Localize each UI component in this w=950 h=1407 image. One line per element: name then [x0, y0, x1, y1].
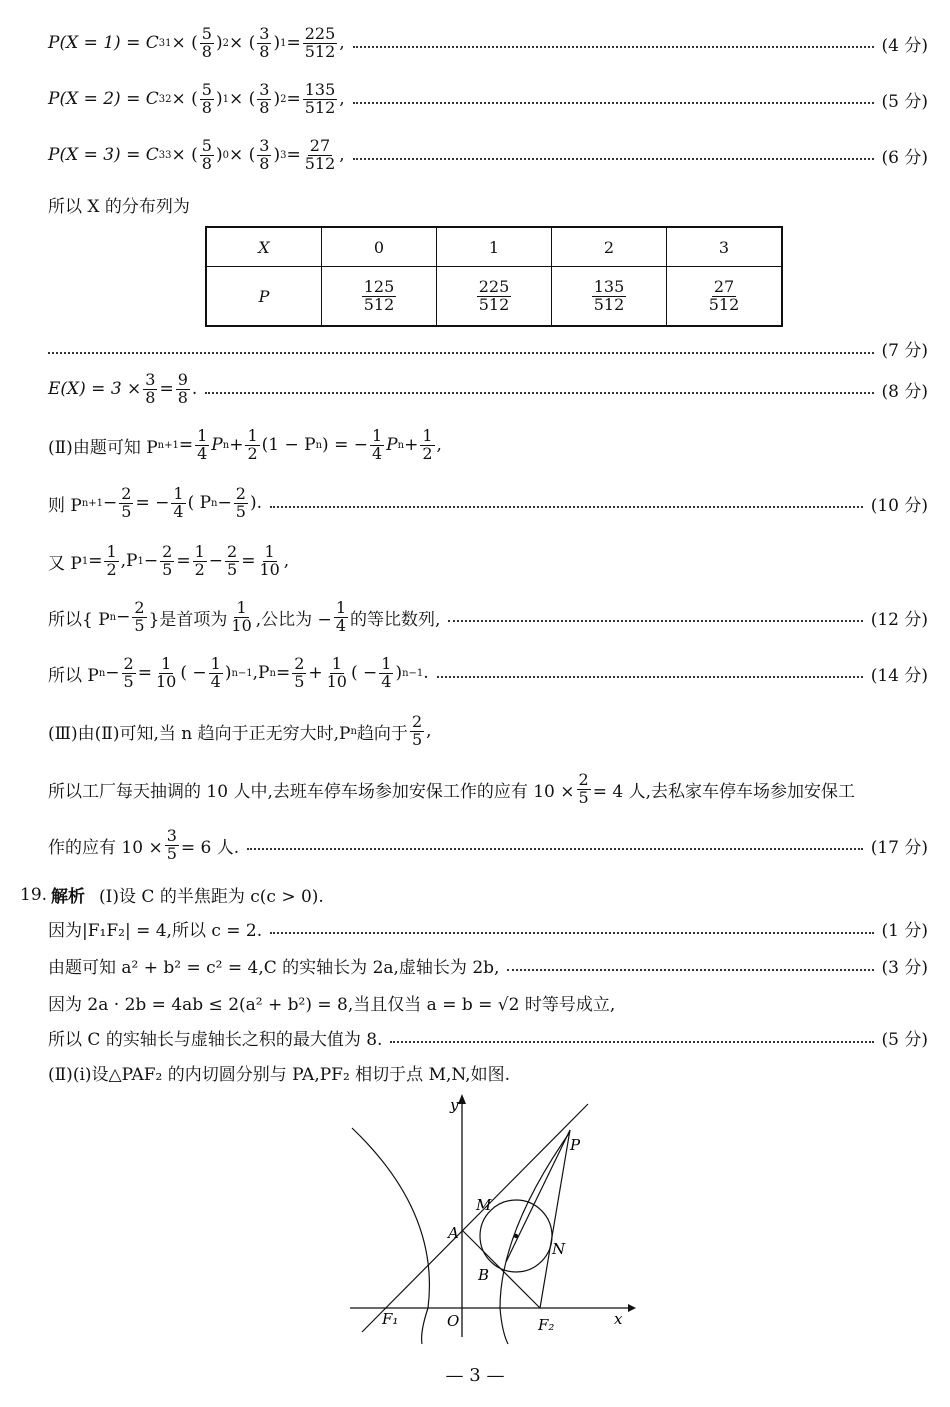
- op: +: [308, 663, 323, 684]
- sub: n: [269, 667, 276, 679]
- table-header-cell: [206, 227, 322, 267]
- den: 2: [422, 443, 433, 463]
- fraction: [362, 276, 397, 314]
- right-branch: [500, 1132, 570, 1344]
- punct: ).: [249, 493, 262, 514]
- den: 5: [411, 729, 423, 749]
- op: =: [286, 33, 301, 54]
- den: 4: [210, 671, 221, 691]
- hyperbola-figure: [340, 1092, 640, 1354]
- y-axis-arrow: [458, 1094, 466, 1104]
- sup: n−1: [402, 667, 424, 679]
- op: × (: [171, 89, 198, 110]
- punct: ,: [283, 551, 290, 572]
- sub: n+1: [81, 497, 104, 509]
- prob-line-2: P(X = 2) = C 3 2 × ( $\frac{5}{8}$ ) 1 × ( $\frac{3}{8}$ ) 2 = $\frac{135}{512}$ , (5 分): [48, 80, 928, 117]
- punct: ,: [339, 89, 345, 110]
- num: 9: [177, 370, 188, 389]
- expr: P: [386, 435, 398, 456]
- num: 3: [259, 24, 270, 43]
- den: 512: [304, 153, 336, 173]
- sub: n: [350, 725, 357, 737]
- score: (4 分): [881, 35, 928, 56]
- num: 3: [166, 826, 177, 845]
- op: =: [286, 89, 301, 110]
- sub: 1: [137, 555, 144, 567]
- label-F1: F₁: [382, 1310, 399, 1328]
- fraction: [577, 772, 591, 807]
- part2-transform: [48, 486, 928, 521]
- fraction: [160, 544, 174, 579]
- op: ( −: [180, 663, 207, 684]
- q19-line-b: [48, 953, 928, 978]
- den: 4: [197, 443, 208, 463]
- expr: (1 − P: [261, 435, 316, 456]
- sup: 3: [165, 149, 172, 161]
- sub: n: [109, 611, 117, 623]
- text: 由题可知 a² + b² = c² = 4,C 的实轴长为 2a,虚轴长为 2b,: [48, 958, 500, 978]
- sub: 3: [158, 149, 166, 161]
- den: 5: [162, 559, 173, 579]
- op: × (: [171, 33, 198, 54]
- sub: n: [397, 439, 405, 451]
- fraction: [104, 544, 118, 579]
- score: (5 分): [881, 91, 928, 112]
- fraction: [420, 428, 434, 463]
- sup: 2: [165, 93, 172, 105]
- num: 1: [331, 654, 342, 673]
- fraction: [200, 138, 214, 173]
- leader-dots: [390, 1041, 873, 1043]
- q19-line-d: [48, 1025, 928, 1050]
- num: 225: [304, 24, 336, 43]
- sup: 2: [280, 93, 287, 105]
- table-cell: [322, 267, 437, 327]
- op: × (: [228, 89, 256, 110]
- sub: 1: [81, 555, 89, 567]
- sub: n+1: [157, 439, 179, 451]
- table-cell: [552, 267, 667, 327]
- fraction: [370, 428, 384, 463]
- q19-line-e: [48, 1060, 928, 1085]
- punct: ,: [339, 33, 345, 54]
- den: 512: [593, 294, 625, 314]
- den: 512: [363, 294, 395, 314]
- num: 5: [201, 24, 212, 43]
- num: 5: [201, 136, 212, 155]
- op: ): [224, 663, 232, 684]
- text: 的等比数列,: [350, 609, 441, 630]
- den: 4: [381, 671, 392, 691]
- sup: 1: [280, 37, 287, 49]
- page-number: — 3 —: [445, 1365, 505, 1386]
- text: (Ⅰ)设 C 的半焦距为 c(c > 0).: [99, 887, 324, 907]
- op: +: [229, 435, 244, 456]
- leader-dots: [247, 848, 863, 850]
- num: 2: [123, 654, 134, 673]
- den: 5: [166, 843, 177, 863]
- den: 8: [201, 97, 212, 117]
- den: 5: [123, 671, 134, 691]
- text: 趋向于: [356, 723, 408, 744]
- leader-dots: [353, 158, 874, 160]
- label-N: N: [552, 1240, 566, 1258]
- table-row: [206, 267, 782, 327]
- op: −: [105, 663, 120, 684]
- score: (17 分): [870, 837, 928, 858]
- question-number: 19.: [20, 884, 48, 905]
- num: 1: [197, 426, 208, 445]
- score: (8 分): [881, 381, 928, 402]
- label-x: x: [614, 1310, 623, 1328]
- score: (7 分): [881, 341, 928, 361]
- num: 225: [478, 276, 510, 296]
- fraction: [200, 26, 214, 61]
- table-header-cell: 3: [667, 227, 783, 267]
- den: 5: [134, 615, 145, 635]
- table-header-cell: 0: [322, 227, 437, 267]
- fraction: [122, 656, 136, 691]
- den: 5: [578, 787, 589, 807]
- den: 512: [304, 41, 336, 61]
- num: 1: [210, 654, 221, 673]
- den: 8: [145, 387, 156, 407]
- num: 1: [264, 542, 275, 561]
- op: =: [286, 145, 301, 166]
- fraction: [303, 26, 338, 61]
- den: 2: [106, 559, 117, 579]
- op: =: [137, 663, 152, 684]
- label-P: P: [570, 1136, 581, 1154]
- op: +: [404, 435, 419, 456]
- fraction: [234, 486, 248, 521]
- leader-dots: [270, 506, 863, 508]
- num: 2: [294, 654, 305, 673]
- expr: 又 P: [48, 553, 82, 574]
- num: 1: [371, 426, 383, 445]
- expr: ,P: [120, 551, 138, 572]
- leader-dots: [353, 102, 874, 104]
- op: =: [159, 379, 174, 400]
- text: 作的应有 10 ×: [48, 837, 163, 858]
- num: 5: [201, 80, 212, 99]
- den: 4: [173, 501, 184, 521]
- score-line-7: [48, 336, 928, 361]
- op: −: [143, 551, 159, 572]
- expr: E(X) = 3 ×: [48, 379, 142, 400]
- sup: 0: [222, 149, 229, 161]
- den: 512: [708, 294, 740, 314]
- num: 135: [304, 80, 336, 99]
- expr: 所以 P: [48, 665, 99, 686]
- q19-line-a: [48, 916, 928, 941]
- text: (Ⅱ)(ⅰ)设△PAF₂ 的内切圆分别与 PA,PF₂ 相切于点 M,N,如图.: [48, 1065, 510, 1085]
- score: (5 分): [881, 1030, 928, 1050]
- den: 8: [259, 41, 270, 61]
- fraction: [325, 656, 349, 691]
- fraction: [209, 656, 223, 691]
- fraction: [132, 600, 146, 635]
- leader-dots: [205, 392, 873, 394]
- text: }是首项为: [148, 609, 228, 630]
- num: 1: [106, 542, 117, 561]
- fraction: [195, 428, 209, 463]
- leader-dots: [437, 676, 863, 678]
- den: 10: [326, 671, 347, 691]
- q19-heading: [20, 882, 928, 907]
- text: = 4 人,去私家车停车场参加安保工: [592, 781, 855, 802]
- fraction: [257, 138, 271, 173]
- expr: ,P: [252, 663, 270, 684]
- text: ,公比为 −: [255, 609, 332, 630]
- fraction: [477, 276, 512, 314]
- table-cell: [437, 267, 552, 327]
- num: 1: [422, 426, 433, 445]
- leader-dots: [270, 932, 873, 934]
- op: =: [241, 551, 256, 572]
- num: 3: [259, 136, 270, 155]
- score: (14 分): [870, 665, 928, 686]
- expr: P(X = 3) = C: [48, 145, 159, 166]
- fraction: [410, 714, 424, 749]
- dist-intro: [48, 192, 928, 217]
- num: 2: [235, 484, 246, 503]
- num: 1: [161, 654, 172, 673]
- expr: 所以{ P: [48, 609, 110, 630]
- table-row: [206, 227, 782, 267]
- num: 3: [145, 370, 156, 389]
- leader-dots: [48, 352, 874, 354]
- num: 1: [381, 654, 392, 673]
- fraction: [193, 544, 207, 579]
- fraction: [257, 82, 271, 117]
- expr: P: [211, 435, 223, 456]
- num: 2: [134, 598, 145, 617]
- fraction: [707, 276, 742, 314]
- den: 8: [177, 387, 188, 407]
- op: × (: [228, 33, 256, 54]
- expr: 则 P: [48, 495, 82, 516]
- prob-line-3: P(X = 3) = C 3 3 × ( $\frac{5}{8}$ ) 0 × ( $\frac{3}{8}$ ) 3 = $\frac{27}{512}$ , (6 分): [48, 136, 928, 173]
- line-P-F2: [540, 1130, 570, 1308]
- leader-dots: [507, 969, 873, 971]
- text: 因为|F₁F₂| = 4,所以 c = 2.: [48, 921, 263, 941]
- line-F1-P: [362, 1104, 588, 1332]
- den: 512: [304, 97, 336, 117]
- op: −: [217, 493, 232, 514]
- den: 10: [231, 615, 252, 635]
- cell-text: P: [258, 286, 270, 306]
- score: (12 分): [870, 609, 928, 630]
- den: 5: [294, 671, 305, 691]
- fraction: [143, 372, 157, 407]
- fraction: [292, 656, 306, 691]
- leader-dots: [448, 620, 862, 622]
- fraction: [176, 372, 190, 407]
- num: 1: [335, 598, 346, 617]
- sub: 3: [158, 93, 166, 105]
- num: 2: [162, 542, 173, 561]
- table-header-cell: 2: [552, 227, 667, 267]
- sup: 1: [165, 37, 172, 49]
- op: ( −: [350, 663, 378, 684]
- fraction: [245, 428, 259, 463]
- expr: P(X = 1) = C: [48, 33, 159, 54]
- den: 10: [155, 671, 177, 691]
- punct: ,: [426, 721, 432, 742]
- fraction: [257, 544, 281, 579]
- num: 3: [259, 80, 270, 99]
- num: 125: [363, 276, 395, 296]
- dist-intro-text: 所以 X 的分布列为: [48, 197, 190, 217]
- sub: n: [315, 439, 323, 451]
- incircle-center: [514, 1234, 518, 1238]
- score: (10 分): [870, 495, 928, 516]
- expr: P(X = 2) = C: [48, 89, 159, 110]
- fraction: [303, 138, 338, 173]
- op: × (: [228, 145, 256, 166]
- sub: n: [211, 497, 218, 509]
- fraction: [165, 828, 179, 863]
- part2-general: [48, 656, 928, 691]
- sub: n: [98, 667, 106, 679]
- label-y: y: [450, 1096, 459, 1114]
- fraction: [229, 600, 253, 635]
- score: (1 分): [881, 921, 928, 941]
- op: −: [208, 551, 223, 572]
- cell-text: X: [258, 237, 270, 257]
- op: ) = −: [322, 435, 368, 456]
- table-header-cell: 1: [437, 227, 552, 267]
- op: × (: [171, 145, 198, 166]
- den: 8: [201, 41, 212, 61]
- den: 10: [259, 559, 280, 579]
- leader-dots: [353, 46, 874, 48]
- op: =: [178, 435, 194, 456]
- table-row-label: [206, 267, 322, 327]
- label-B: B: [478, 1266, 490, 1284]
- text: 所以工厂每天抽调的 10 人中,去班车停车场参加安保工作的应有 10 ×: [48, 781, 575, 802]
- label-M: M: [476, 1196, 492, 1214]
- table-cell: [667, 267, 783, 327]
- den: 8: [259, 97, 270, 117]
- expr: (Ⅱ)由题可知 P: [48, 437, 158, 458]
- op: =: [88, 551, 103, 572]
- text: 所以 C 的实轴长与虚轴长之积的最大值为 8.: [48, 1030, 383, 1050]
- fraction: [200, 82, 214, 117]
- fraction: [334, 600, 348, 635]
- den: 5: [121, 501, 132, 521]
- fraction: [171, 486, 185, 521]
- den: 4: [335, 615, 346, 635]
- num: 2: [227, 542, 238, 561]
- part2-recurrence: [48, 428, 928, 463]
- op: −: [103, 493, 118, 514]
- expectation-line: [48, 372, 928, 407]
- den: 4: [371, 443, 383, 463]
- part3-allocation: [48, 772, 928, 807]
- distribution-table: [205, 226, 783, 327]
- num: 1: [247, 426, 258, 445]
- analysis-label: 解析: [51, 887, 86, 907]
- num: 2: [121, 484, 132, 503]
- fraction: [154, 656, 178, 691]
- sup: 2: [222, 37, 229, 49]
- part3-limit: [48, 714, 928, 749]
- sup: n−1: [231, 667, 253, 679]
- score: (6 分): [881, 147, 928, 168]
- fraction: [379, 656, 393, 691]
- punct: ,: [339, 145, 345, 166]
- num: 1: [236, 598, 247, 617]
- op: ): [395, 663, 403, 684]
- fraction: [257, 26, 271, 61]
- op: −: [116, 607, 131, 628]
- op: =: [275, 663, 291, 684]
- punct: ,: [436, 435, 442, 456]
- fraction: [119, 486, 133, 521]
- label-O: O: [447, 1312, 460, 1330]
- op: = −: [135, 493, 170, 514]
- part2-geometric: [48, 600, 928, 635]
- num: 27: [713, 276, 735, 296]
- fraction: [303, 82, 338, 117]
- text: = 6 人.: [180, 837, 240, 858]
- part2-initial: [48, 544, 928, 579]
- expr: ( P: [187, 493, 212, 514]
- den: 512: [478, 294, 510, 314]
- den: 8: [259, 153, 270, 173]
- den: 8: [201, 153, 212, 173]
- punct: .: [191, 379, 198, 400]
- den: 2: [247, 443, 258, 463]
- x-axis-arrow: [628, 1304, 636, 1312]
- prob-line-1: P(X = 1) = C 3 1 × ( $\frac{5}{8}$ ) 2 × ( $\frac{3}{8}$ ) 1 = $\frac{225}{512}$ , (4 分): [48, 24, 928, 61]
- score: (3 分): [881, 958, 928, 978]
- text: (Ⅲ)由(Ⅱ)可知,当 n 趋向于正无穷大时,P: [48, 723, 351, 744]
- fraction: [592, 276, 627, 314]
- num: 2: [411, 712, 423, 731]
- fraction: [225, 544, 239, 579]
- den: 5: [227, 559, 238, 579]
- sub: 3: [158, 37, 166, 49]
- q19-line-c: [48, 990, 928, 1015]
- part3-result: [48, 828, 928, 863]
- label-F2: F₂: [538, 1316, 555, 1334]
- sub: n: [222, 439, 230, 451]
- den: 2: [194, 559, 205, 579]
- text: 因为 2a · 2b = 4ab ≤ 2(a² + b²) = 8,当且仅当 a = b = √2 时等号成立,: [48, 995, 616, 1015]
- sup: 1: [222, 93, 229, 105]
- num: 1: [194, 542, 205, 561]
- den: 5: [235, 501, 246, 521]
- num: 2: [578, 770, 589, 789]
- op: =: [176, 551, 191, 572]
- label-A: A: [448, 1224, 459, 1242]
- sup: 3: [280, 149, 287, 161]
- punct: .: [423, 663, 429, 684]
- num: 27: [309, 136, 331, 155]
- num: 135: [593, 276, 625, 296]
- num: 1: [173, 484, 184, 503]
